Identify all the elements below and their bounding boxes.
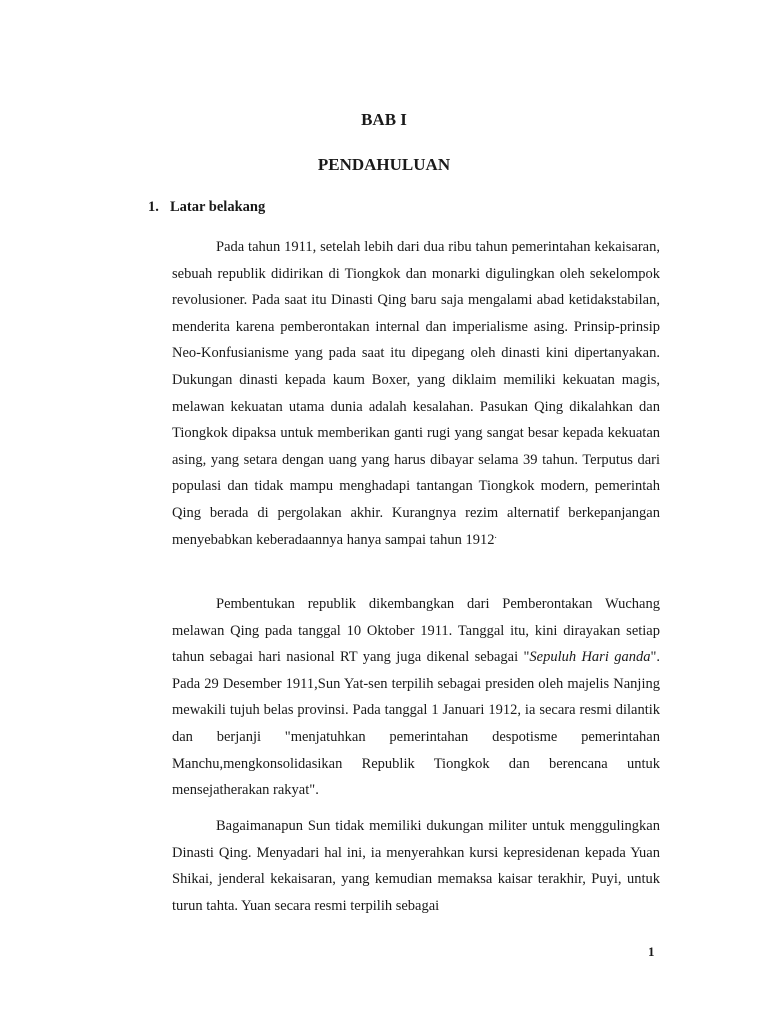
- paragraph-1-text: Pada tahun 1911, setelah lebih dari dua ribu tahun pemerintahan kekaisaran, sebuah republik didirikan di Tiongkok dan monarki digulingkan oleh sekelompok revolusioner. Pada saat itu Dinasti Qing baru saja mengalami abad ketidakstabilan, menderita karena pemberontakan internal dan imperialisme asing. Prinsip-prinsip Neo-Konfusianisme yang pada saat itu dipegang oleh dinasti kini dipertanyakan. Dukungan dinasti kepada kaum Boxer, yang diklaim memiliki kekuatan magis, melawan kekuatan utama dunia adalah kesalahan. Pasukan Qing dikalahkan dan Tiongkok dipaksa untuk memberikan ganti rugi yang sangat besar kepada kekuatan asing, yang setara dengan uang yang harus dibayar selama 39 tahun. Terputus dari populasi dan tidak mampu menghadapi tantangan Tiongkok modern, pemerintah Qing berada di pergolakan akhir. Kurangnya rezim alternatif berkepanjangan menyebabkan keberadaannya hanya sampai tahun 1912: [172, 239, 660, 548]
- chapter-heading: BAB I: [361, 110, 407, 129]
- section-title: Latar belakang: [170, 199, 266, 215]
- paragraph-2-emphasis: Sepuluh Hari ganda: [529, 649, 651, 666]
- section-number: 1.: [148, 199, 159, 215]
- paragraph-2-text-before: Pembentukan republik dikembangkan dari Pemberontakan Wuchang melawan Qing pada tanggal 10 Oktober 1911. Tanggal itu, kini dirayakan setiap tahun sebagai hari nasional RT yang juga dikenal sebagai ": [172, 596, 660, 666]
- footnote-mark: .: [494, 529, 497, 540]
- chapter-title: PENDAHULUAN: [317, 155, 451, 174]
- paragraph-2: [172, 591, 660, 804]
- page-number: 1: [648, 944, 655, 959]
- paragraph-1: [172, 234, 660, 553]
- paragraph-3-text: Bagaimanapun Sun tidak memiliki dukungan militer untuk menggulingkan Dinasti Qing. Menyadari hal ini, ia menyerahkan kursi kepresidenan kepada Yuan Shikai, jenderal kekaisaran, yang kemudian memaksa kaisar terakhir, Puyi, untuk turun tahta. Yuan secara resmi terpilih sebagai: [172, 818, 660, 914]
- section-heading: [148, 199, 265, 216]
- paragraph-2-text-after: ". Pada 29 Desember 1911,Sun Yat-sen terpilih sebagai presiden oleh majelis Nanjing mewakili tujuh belas provinsi. Pada tanggal 1 Januari 1912, ia secara resmi dilantik dan berjanji "menjatuhkan pemerintahan despotisme pemerintahan Manchu,mengkonsolidasikan Republik Tiongkok dan berencana untuk mensejatherakan rakyat".: [172, 649, 661, 799]
- paragraph-3: [172, 813, 660, 919]
